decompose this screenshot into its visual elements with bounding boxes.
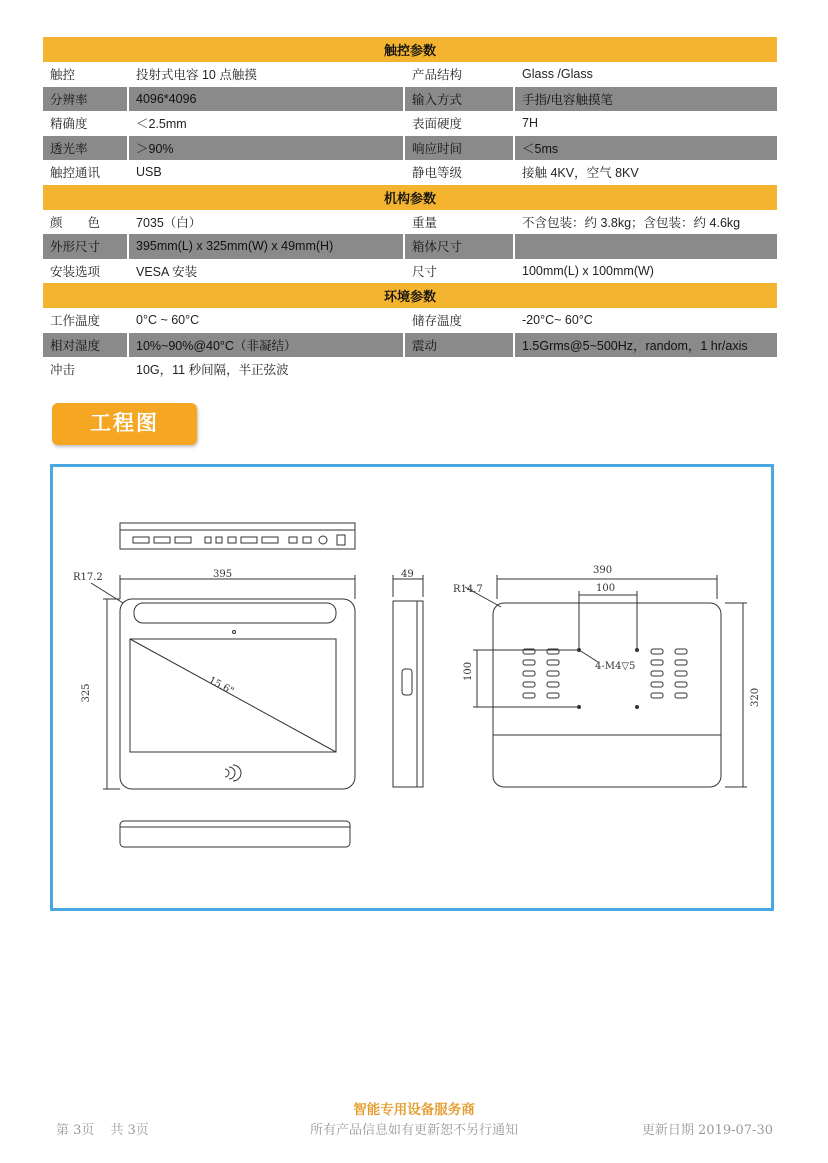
- update-date: 更新日期 2019-07-30: [641, 1123, 773, 1138]
- front-view-top-bar: [134, 603, 336, 623]
- spec-label: 输入方式: [404, 87, 514, 112]
- spec-label: 尺寸: [404, 259, 514, 284]
- spec-value: -20°C~ 60°C: [514, 308, 777, 333]
- spec-value: ＜5ms: [514, 136, 777, 161]
- spec-row: [43, 333, 777, 358]
- spec-label: 分辨率: [43, 87, 128, 112]
- page-number: [56, 1119, 149, 1138]
- spec-value: ＞90%: [128, 136, 404, 161]
- spec-value: 1.5Grms@5~500Hz，random，1 hr/axis: [514, 333, 777, 358]
- top-view-body: [120, 523, 355, 549]
- spec-value: 4096*4096: [128, 87, 404, 112]
- footer-title: 智能专用设备服务商: [353, 1102, 475, 1117]
- spec-label: 透光率: [43, 136, 128, 161]
- dim-vesa-h: 100: [596, 583, 616, 594]
- spec-label: 静电等级: [404, 160, 514, 185]
- spec-row: [43, 210, 777, 235]
- spec-label: 箱体尺寸: [404, 234, 514, 259]
- bottom-view-body: [120, 821, 350, 847]
- spec-value: 投射式电容 10 点触摸: [128, 62, 404, 87]
- spec-label: 颜 色: [50, 215, 101, 230]
- diagonal-line: [130, 639, 336, 752]
- spec-label: 精确度: [50, 117, 88, 132]
- spec-label: 储存温度: [404, 308, 514, 333]
- spec-value: 10G，11 秒间隔，半正弦波: [128, 357, 404, 382]
- spec-label: 震动: [404, 333, 514, 358]
- footer-note: 所有产品信息如有更新恕不另行通知: [309, 1123, 518, 1138]
- engineering-drawing-tab: 工程图: [52, 403, 197, 445]
- spec-table: [43, 37, 777, 382]
- screw-spec-label: 4-M4▽5: [595, 661, 636, 672]
- dim-front-radius: R17.2: [73, 572, 103, 583]
- section-title: 机构参数: [43, 185, 777, 210]
- spec-value: 100mm(L) x 100mm(W): [514, 259, 777, 284]
- spec-value: [514, 357, 777, 382]
- engineering-drawing: [50, 464, 774, 911]
- dim-back-height: 320: [750, 687, 761, 707]
- spec-label: 工作温度: [50, 314, 101, 329]
- spec-label: [404, 357, 514, 382]
- env-section-header: [43, 283, 777, 308]
- spec-row: [43, 234, 777, 259]
- vent-slots: [523, 649, 687, 698]
- spec-value: [514, 234, 777, 259]
- spec-label: 重量: [404, 210, 514, 235]
- front-view-frame: [120, 599, 355, 789]
- spec-label: 外形尺寸: [43, 234, 128, 259]
- spec-label: 产品结构: [404, 62, 514, 87]
- spec-label: 触控通讯: [50, 166, 101, 181]
- spec-value: 不含包装：约 3.8kg；含包装：约 4.6kg: [514, 210, 777, 235]
- page-current: 第 3页: [56, 1123, 95, 1138]
- dim-side-depth: 49: [401, 569, 414, 580]
- spec-row: [43, 62, 777, 87]
- spec-value: 395mm(L) x 325mm(W) x 49mm(H): [128, 234, 404, 259]
- spec-row: [43, 87, 777, 112]
- spec-label: 冲击: [50, 363, 76, 378]
- spec-label: 响应时间: [404, 136, 514, 161]
- side-view-body: [393, 601, 423, 787]
- mech-section-header: [43, 185, 777, 210]
- spec-row: [43, 111, 777, 136]
- spec-row: [43, 308, 777, 333]
- dim-front-width: 395: [213, 569, 233, 580]
- spec-value: 接触 4KV，空气 8KV: [514, 160, 777, 185]
- spec-label: 触控: [50, 68, 76, 83]
- spec-label: 安装选项: [50, 264, 101, 279]
- drawing-svg: [53, 467, 771, 908]
- dim-back-radius: R14.7: [453, 584, 483, 595]
- spec-value: ＜2.5mm: [128, 111, 404, 136]
- page-total: 共 3页: [110, 1123, 149, 1138]
- spec-row: [43, 357, 777, 382]
- spec-row: [43, 259, 777, 284]
- vesa-holes: [578, 649, 639, 709]
- spec-row: [43, 160, 777, 185]
- spec-value: USB: [128, 160, 404, 185]
- nfc-icon: [225, 765, 241, 781]
- spec-value: 7H: [514, 111, 777, 136]
- dim-front-height: 325: [81, 683, 92, 703]
- section-title: 触控参数: [43, 37, 777, 62]
- spec-row: [43, 136, 777, 161]
- touch-section-header: [43, 37, 777, 62]
- spec-value: 手指/电容触摸笔: [514, 87, 777, 112]
- connector-ports: [133, 535, 345, 545]
- spec-label: 相对湿度: [43, 333, 128, 358]
- spec-value: VESA 安装: [128, 259, 404, 284]
- spec-value: 10%~90%@40°C（非凝结）: [128, 333, 404, 358]
- dim-diagonal: 15.6": [206, 674, 236, 698]
- dim-back-width: 390: [593, 565, 613, 576]
- spec-label: 表面硬度: [404, 111, 514, 136]
- dim-vesa-v: 100: [463, 661, 474, 681]
- spec-value: 0°C ~ 60°C: [128, 308, 404, 333]
- spec-value: 7035（白）: [128, 210, 404, 235]
- spec-value: Glass /Glass: [514, 62, 777, 87]
- section-title: 环境参数: [43, 283, 777, 308]
